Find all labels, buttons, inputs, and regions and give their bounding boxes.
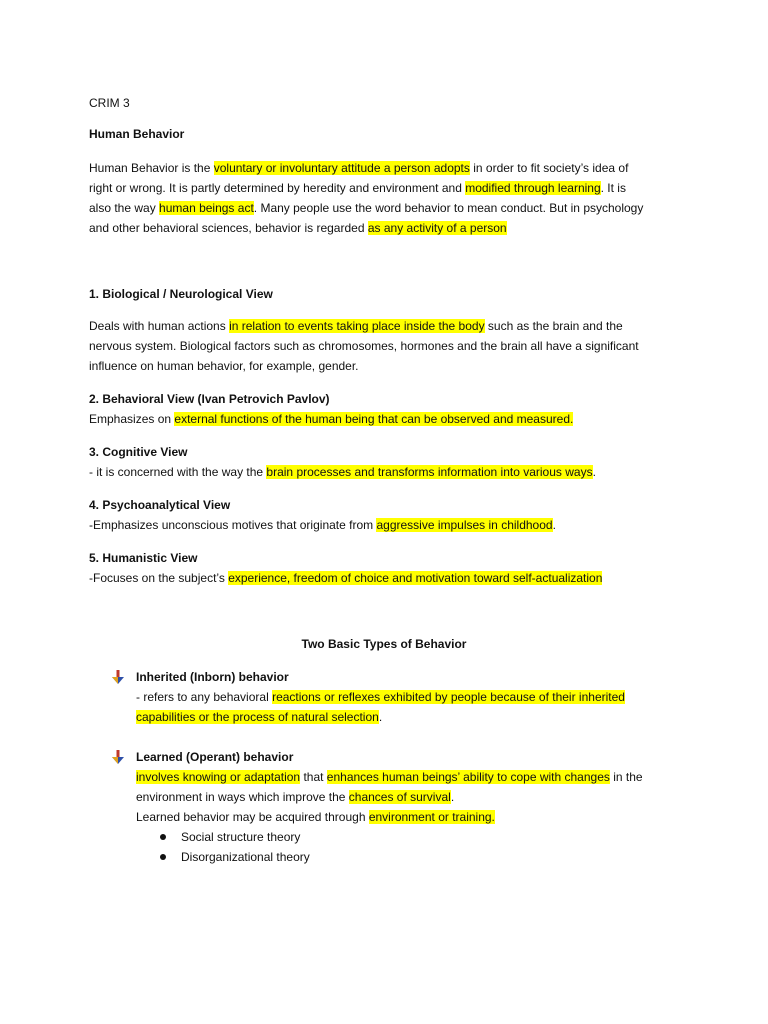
bullet-dot-icon (160, 834, 166, 840)
section-heading: 4. Psychoanalytical View (89, 498, 231, 512)
text: Deals with human actions (89, 319, 230, 333)
text: . (592, 465, 596, 479)
section-heading-centered: Two Basic Types of Behavior (301, 637, 467, 651)
section-heading: 2. Behavioral View (Ivan Petrovich Pavlov) (89, 392, 330, 406)
text: -Focuses on the subject’s (89, 571, 229, 585)
text: -Emphasizes unconscious motives that originate from (89, 518, 377, 532)
highlight: involves knowing or adaptation (136, 770, 301, 784)
section-heading: 3. Cognitive View (89, 445, 188, 459)
highlight: brain processes and transforms information into various ways (266, 465, 593, 479)
highlight: as any activity of a person (367, 221, 507, 235)
text: . (552, 518, 556, 532)
list-item-line (136, 787, 454, 807)
section-line (89, 316, 623, 336)
list-item-line (136, 807, 495, 827)
text: - refers to any behavioral (136, 690, 273, 704)
list-item-label: Inherited (Inborn) behavior (136, 670, 289, 684)
intro-line-4 (89, 218, 507, 238)
section-line: nervous system. Biological factors such as chromosomes, hormones and the brain all have a significant (89, 339, 639, 353)
text: such as the brain and the (484, 319, 623, 333)
text: right or wrong. It is partly determined by heredity and environment and (89, 181, 466, 195)
highlight: environment or training. (368, 810, 495, 824)
arrow-bullet-icon (112, 670, 124, 684)
section-line: influence on human behavior, for example, gender. (89, 359, 359, 373)
highlight: enhances human beings’ ability to cope with changes (326, 770, 610, 784)
text: . (378, 710, 383, 724)
bullet-item: Social structure theory (181, 830, 301, 844)
text: Emphasizes on (89, 412, 175, 426)
text: Human Behavior is the (89, 161, 214, 175)
page-title: Human Behavior (89, 127, 185, 141)
section-heading: 5. Humanistic View (89, 551, 198, 565)
text: that (300, 770, 327, 784)
highlight: capabilities or the process of natural selection (136, 710, 379, 724)
text: and other behavioral sciences, behavior is regarded (89, 221, 368, 235)
text: environment in ways which improve the (136, 790, 349, 804)
highlight: modified through learning (465, 181, 601, 195)
intro-line-2 (89, 178, 626, 198)
highlight: human beings act (159, 201, 254, 215)
course-code: CRIM 3 (89, 96, 130, 110)
highlight: in relation to events taking place inside the body (229, 319, 485, 333)
highlight: aggressive impulses in childhood (376, 518, 553, 532)
highlight: experience, freedom of choice and motivation toward self-actualization (228, 571, 603, 585)
list-item-line (136, 707, 382, 727)
bullet-dot-icon (160, 854, 166, 860)
intro-line-3 (89, 198, 643, 218)
section-line (89, 409, 573, 429)
arrow-bullet-icon (112, 750, 124, 764)
text: also the way (89, 201, 160, 215)
section-line (89, 568, 602, 588)
list-item-line (136, 767, 643, 787)
list-item-label: Learned (Operant) behavior (136, 750, 294, 764)
highlight: chances of survival (348, 790, 451, 804)
bullet-item: Disorganizational theory (181, 850, 310, 864)
highlight: external functions of the human being that can be observed and measured. (174, 412, 574, 426)
text: - it is concerned with the way the (89, 465, 267, 479)
intro-line-1 (89, 158, 628, 178)
text: . Many people use the word behavior to mean conduct. But in psychology (253, 201, 644, 215)
section-line (89, 462, 596, 482)
text: Learned behavior may be acquired through (136, 810, 369, 824)
section-line (89, 515, 556, 535)
text: . (450, 790, 455, 804)
highlight: voluntary or involuntary attitude a person adopts (213, 161, 470, 175)
text: in the (609, 770, 643, 784)
text: in order to fit society’s idea of (469, 161, 629, 175)
section-heading: 1. Biological / Neurological View (89, 287, 273, 301)
list-item-line (136, 687, 625, 707)
highlight: reactions or reflexes exhibited by people because of their inherited (272, 690, 625, 704)
text: . It is (600, 181, 626, 195)
